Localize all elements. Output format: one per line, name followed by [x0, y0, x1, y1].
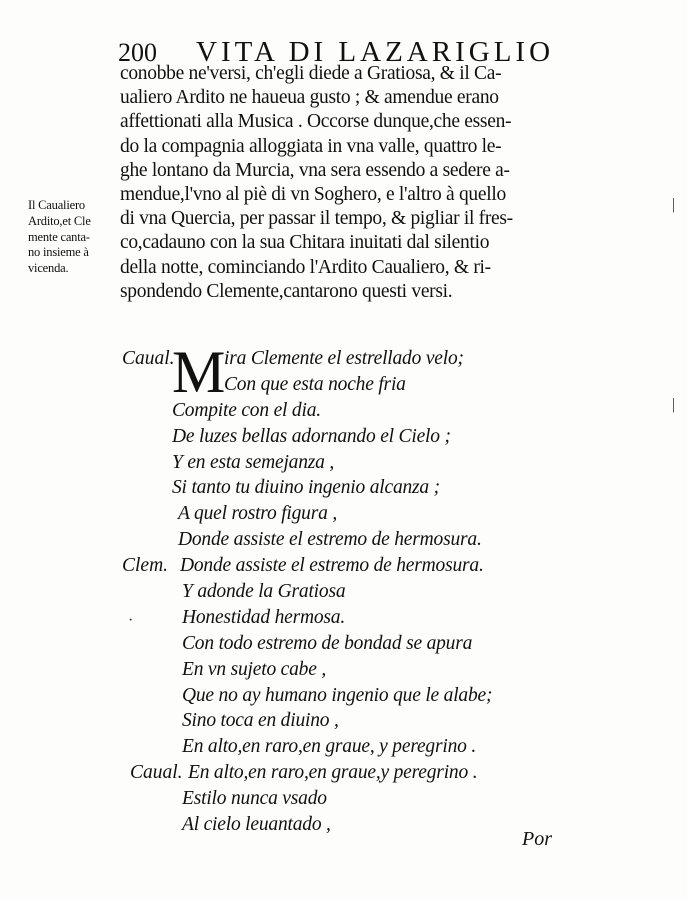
prose-line: affettionati alla Musica . Occorse dunque,che essen-: [120, 111, 512, 133]
prose-line: do la compagnia alloggiata in vna valle, quattro le-: [120, 135, 502, 157]
edge-bleed-mark: |: [672, 396, 676, 413]
edge-bleed-mark: ·: [128, 612, 134, 629]
drop-cap: M: [172, 339, 226, 405]
speaker-label: Clem.: [122, 555, 169, 577]
verse-text: Y adonde la Gratiosa: [182, 581, 346, 603]
verse-text: Compite con el dia.: [172, 399, 321, 421]
prose-line: ghe lontano da Murcia, vna sera essendo a sedere a-: [120, 159, 510, 181]
marginal-note-line: Il Caualiero: [28, 198, 85, 212]
running-head: VITA DI LAZARIGLIO: [196, 36, 555, 68]
verse-text: Que no ay humano ingenio que le alabe;: [182, 684, 493, 706]
verse-text: En vn sujeto cabe ,: [182, 658, 327, 680]
verse-text: ira Clemente el estrellado velo;: [224, 348, 464, 369]
verse-line: [0, 475, 687, 501]
marginal-note-line: no insieme à: [28, 245, 89, 260]
verse-text: A quel rostro figura ,: [178, 503, 338, 525]
verse-text: Estilo nunca vsado: [182, 788, 327, 810]
verse-line: [0, 786, 687, 812]
verse-line: [0, 579, 687, 605]
page-number: 200: [118, 38, 157, 67]
verse-text: Al cielo leuantado ,: [182, 814, 331, 836]
verse-line: [0, 450, 687, 476]
prose-line: spondendo Clemente,cantarono questi versi.: [120, 280, 453, 302]
marginal-note-line: vicenda.: [28, 261, 69, 276]
speaker-label: Caual.: [130, 762, 183, 784]
verse-line: [0, 553, 687, 579]
verse-line: [0, 812, 687, 838]
prose-line: ualiero Ardito ne haueua gusto ; & amendue erano: [120, 87, 499, 109]
verse-text: Honestidad hermosa.: [182, 606, 346, 628]
verse-text: Sino toca en diuino ,: [182, 710, 339, 732]
prose-paragraph: [120, 62, 580, 304]
verse-line: [0, 501, 687, 527]
catchword: Por: [522, 828, 552, 850]
verse-line: [0, 398, 687, 424]
verse-text: Si tanto tu diuino ingenio alcanza ;: [172, 477, 440, 499]
prose-line: di vna Quercia, per passar il tempo, & pigliar il fres-: [120, 208, 513, 230]
verse-line: [0, 734, 687, 760]
edge-bleed-mark: |: [672, 196, 676, 213]
verse-line: [0, 346, 687, 372]
marginal-note-line: mente canta-: [28, 229, 90, 244]
verse-line: [0, 605, 687, 631]
marginal-note: [28, 198, 120, 277]
verse-line: [0, 657, 687, 683]
prose-line: co,cadauno con la sua Chitara inuitati dal silentio: [120, 232, 490, 254]
verse-text: Y en esta semejanza ,: [172, 451, 335, 473]
verse-text: Con todo estremo de bondad se apura: [182, 632, 473, 654]
verse-line: [0, 708, 687, 734]
prose-line: conobbe ne'versi, ch'egli diede a Gratiosa, & il Ca-: [120, 63, 502, 84]
speaker-label: Caual.: [122, 348, 175, 369]
verse-text: En alto,en raro,en graue,y peregrino .: [188, 762, 478, 784]
verse-line: [0, 683, 687, 709]
verse-block: [0, 339, 687, 838]
prose-line: mendue,l'vno al piè di vn Soghero, e l'altro à quello: [120, 183, 506, 205]
verse-line: [0, 631, 687, 657]
verse-line: [0, 760, 687, 786]
verse-text: Con que esta noche fria: [224, 373, 406, 395]
verse-line: [0, 372, 687, 398]
verse-line: [0, 527, 687, 553]
verse-line: [0, 424, 687, 450]
prose-line: della notte, cominciando l'Ardito Caualiero, & ri-: [120, 256, 491, 278]
verse-text: Donde assiste el estremo de hermosura.: [180, 555, 484, 577]
verse-text: De luzes bellas adornando el Cielo ;: [172, 425, 451, 447]
marginal-note-line: Ardito,et Cle: [28, 213, 91, 228]
verse-text: Donde assiste el estremo de hermosura.: [178, 529, 482, 551]
verse-text: En alto,en raro,en graue, y peregrino .: [182, 736, 477, 758]
